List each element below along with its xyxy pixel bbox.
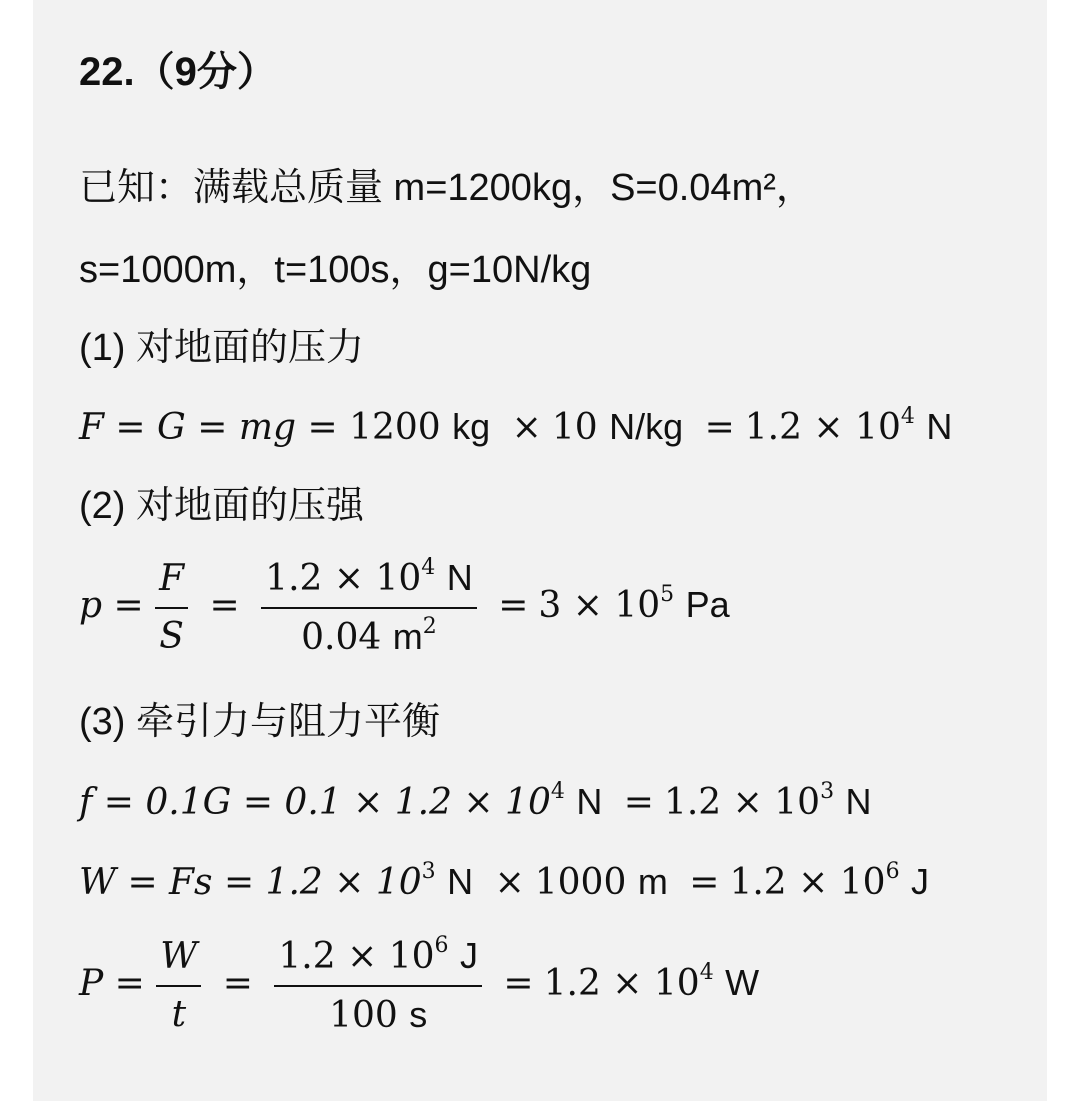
force-v2: 10: [551, 407, 598, 448]
pressure-lhs: p =: [79, 585, 144, 626]
force-times: ×: [511, 407, 542, 448]
work-eq: =: [689, 862, 720, 903]
pressure-eq2: =: [498, 585, 529, 626]
power-numerator: [274, 928, 482, 987]
pressure-num-exp: 4: [421, 555, 436, 580]
given-line-1: 已知：满载总质量 m=1200kg，S=0.04m²，: [79, 167, 814, 209]
work-u3: J: [911, 861, 930, 902]
friction-exp1: 4: [550, 779, 565, 804]
work-coef: 1.2 × 10: [729, 862, 886, 903]
friction-eq: =: [623, 782, 654, 823]
pressure-res-coef: 3 × 10: [538, 585, 661, 626]
part-3-heading: (3) 牵引力与阻力平衡: [79, 701, 441, 743]
power-eq1: =: [222, 963, 253, 1004]
pressure-numerator: [261, 550, 477, 609]
power-f-den: t: [171, 994, 187, 1035]
pressure-num-coef: 1.2 × 10: [265, 558, 422, 599]
work-u1: N: [447, 861, 474, 902]
work-exp2: 6: [885, 859, 900, 884]
work-equation: [79, 858, 929, 907]
power-den-val: 100: [329, 995, 398, 1036]
pressure-res-unit: Pa: [685, 584, 730, 625]
force-u1: kg: [452, 406, 491, 447]
power-num-exp: 6: [434, 933, 449, 958]
force-lhs: F = G = mg =: [79, 407, 350, 448]
power-lhs: P =: [79, 963, 145, 1004]
power-res-exp: 4: [699, 960, 714, 985]
work-exp1: 3: [421, 859, 436, 884]
pressure-eq1: =: [209, 585, 240, 626]
pressure-den-val: 0.04: [301, 617, 382, 658]
pressure-value-fraction: [261, 550, 477, 666]
power-num-unit: J: [459, 935, 478, 976]
power-value-fraction: [274, 928, 482, 1044]
friction-equation: [79, 778, 872, 827]
force-unit: N: [926, 406, 953, 447]
pressure-den-exp: 2: [422, 614, 437, 639]
power-res-coef: 1.2 × 10: [543, 963, 700, 1004]
power-eq2: =: [503, 963, 534, 1004]
pressure-equation: [79, 550, 730, 666]
force-exp: 4: [900, 404, 915, 429]
power-def-fraction: [156, 929, 201, 1043]
pressure-f-num: F: [155, 551, 188, 609]
work-u2: m: [637, 861, 668, 902]
force-coef: 1.2 × 10: [744, 407, 901, 448]
power-den-unit: s: [409, 994, 428, 1035]
pressure-res-exp: 5: [660, 582, 675, 607]
power-res-unit: W: [725, 962, 760, 1003]
pressure-f-den: S: [159, 616, 184, 657]
friction-coef: 1.2 × 10: [663, 782, 821, 823]
work-lhs: W = Fs = 1.2 × 10: [79, 862, 422, 903]
force-eq: =: [704, 407, 735, 448]
pressure-den-unit: m: [392, 616, 423, 657]
power-equation: [79, 928, 759, 1044]
pressure-denominator: [261, 609, 477, 666]
power-num-coef: 1.2 × 10: [278, 936, 435, 977]
power-denominator: [274, 987, 482, 1044]
part-1-heading: (1) 对地面的压力: [79, 327, 365, 369]
work-v2: 1000: [534, 862, 627, 903]
given-line-2: s=1000m，t=100s，g=10N/kg: [79, 249, 592, 291]
force-equation: [79, 403, 952, 452]
friction-u2: N: [845, 781, 872, 822]
question-title: 22.（9分）: [79, 50, 277, 94]
friction-u1: N: [576, 781, 603, 822]
force-v1: 1200: [349, 407, 441, 448]
work-times: ×: [494, 862, 525, 903]
pressure-def-fraction: [155, 551, 188, 665]
part-2-heading: (2) 对地面的压强: [79, 485, 365, 527]
pressure-num-unit: N: [446, 557, 473, 598]
friction-lhs: f = 0.1G = 0.1 × 1.2 × 10: [79, 782, 551, 823]
force-u2: N/kg: [609, 406, 684, 447]
friction-exp2: 3: [820, 779, 835, 804]
power-f-num: W: [156, 929, 201, 987]
